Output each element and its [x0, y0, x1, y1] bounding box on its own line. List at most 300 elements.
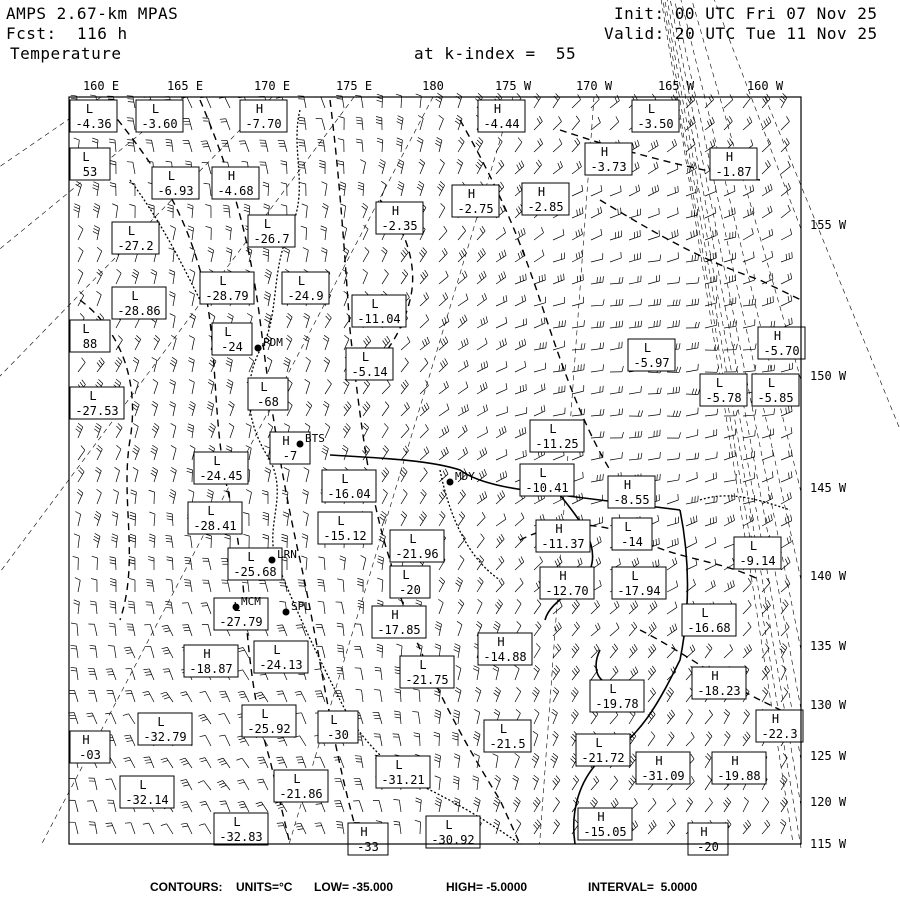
wind-barb — [743, 94, 750, 108]
wind-barb — [263, 182, 269, 196]
hl-type: H — [555, 522, 563, 536]
hl-type: H — [493, 102, 502, 116]
wind-barb — [97, 247, 102, 262]
wind-barb — [762, 450, 773, 460]
wind-barb — [515, 753, 520, 768]
wind-barb — [572, 320, 584, 328]
wind-barb — [496, 383, 507, 394]
wind-barb — [553, 385, 565, 394]
wind-barb — [239, 141, 249, 152]
wind-barb — [648, 320, 660, 328]
wind-barb — [169, 402, 175, 416]
wind-barb — [781, 600, 788, 614]
wind-barb — [105, 713, 116, 724]
hl-value: -14.88 — [483, 650, 527, 664]
wind-barb — [69, 822, 78, 834]
wind-barb — [401, 402, 410, 416]
hl-type: H — [773, 329, 782, 343]
wind-barb — [202, 624, 211, 636]
wind-barb — [316, 624, 325, 636]
wind-barb — [493, 754, 498, 768]
wind-barb — [133, 423, 138, 438]
station-dot — [283, 609, 290, 616]
wind-barb — [93, 226, 100, 240]
wind-barb — [71, 623, 78, 636]
wind-barb — [458, 490, 465, 504]
right-axis-label: 130 W — [810, 698, 847, 712]
wind-barb — [534, 363, 546, 372]
wind-barb — [219, 713, 230, 724]
wind-barb — [572, 776, 579, 790]
wind-barb — [363, 402, 370, 416]
wind-barb — [88, 668, 97, 680]
wind-barb — [781, 318, 792, 328]
wind-barb — [143, 691, 154, 702]
wind-barb — [572, 297, 584, 306]
wind-barb — [667, 602, 677, 614]
wind-barb — [375, 667, 382, 680]
hl-type: H — [255, 102, 264, 116]
wind-barb — [381, 247, 387, 262]
wind-barb — [667, 624, 677, 636]
wind-barb — [553, 797, 560, 812]
station-label: MDY — [455, 470, 475, 483]
wind-barb — [553, 116, 562, 130]
wind-barb — [302, 490, 308, 504]
wind-barb — [515, 138, 522, 152]
hl-type: H — [597, 810, 605, 824]
hl-value: -21.72 — [581, 751, 625, 765]
wind-barb — [705, 798, 713, 812]
wind-barb — [553, 139, 562, 152]
wind-barb — [648, 688, 656, 702]
hl-label — [590, 680, 644, 712]
wind-barb — [75, 511, 80, 526]
wind-barb — [360, 160, 365, 174]
wind-barb — [334, 779, 344, 790]
wind-barb — [188, 358, 194, 372]
wind-barb — [149, 534, 155, 548]
wind-barb — [781, 116, 789, 130]
hl-value: -21.75 — [405, 673, 449, 687]
wind-barb — [324, 357, 330, 372]
hl-type: L — [395, 758, 403, 772]
station-marker — [447, 470, 476, 486]
wind-barb — [220, 119, 230, 130]
wind-barb — [394, 821, 401, 834]
hl-type: L — [701, 606, 709, 620]
wind-barb — [572, 274, 583, 284]
wind-barb — [321, 248, 327, 262]
wind-barb — [743, 274, 754, 284]
hl-type: L — [261, 707, 269, 721]
wind-barb — [629, 299, 642, 306]
wind-barb — [477, 427, 488, 438]
wind-barb — [204, 183, 211, 196]
wind-barb — [667, 432, 681, 438]
wind-barb — [572, 161, 581, 174]
wind-barb — [439, 577, 445, 592]
wind-barb — [278, 140, 287, 152]
wind-barb — [572, 343, 585, 350]
wind-barb — [648, 622, 656, 636]
wind-barb — [781, 229, 792, 240]
hl-type: H — [203, 647, 211, 661]
wind-barb — [610, 116, 619, 130]
wind-barb — [434, 754, 440, 768]
wind-barb — [534, 250, 544, 262]
wind-barb — [591, 342, 604, 350]
wind-barb — [553, 687, 559, 702]
hl-value: -18.23 — [697, 684, 741, 698]
hl-type: L — [85, 102, 94, 116]
hl-type: L — [609, 682, 617, 696]
wind-barb — [97, 489, 102, 504]
wind-barb — [301, 226, 307, 240]
wind-barb — [648, 275, 660, 284]
wind-barb — [454, 754, 460, 768]
wind-barb — [458, 447, 468, 460]
wind-barb — [705, 580, 715, 592]
wind-barb — [474, 709, 479, 724]
hl-type: L — [167, 169, 176, 183]
wind-barb — [162, 647, 173, 658]
wind-barb — [130, 490, 136, 504]
wind-barb — [259, 140, 268, 152]
wind-barb — [354, 778, 363, 790]
wind-barb — [394, 689, 401, 702]
wind-barb — [591, 776, 599, 790]
wind-barb — [97, 358, 104, 372]
wind-barb — [71, 667, 78, 680]
wind-barb — [78, 446, 85, 460]
hl-value: -19.78 — [595, 697, 639, 711]
wind-barb — [415, 820, 421, 834]
wind-barb — [705, 207, 716, 218]
wind-barb — [477, 447, 487, 460]
wind-barb — [363, 380, 370, 394]
wind-barb — [356, 117, 363, 130]
hl-type: L — [157, 715, 165, 729]
wind-barb — [363, 225, 368, 240]
hl-label — [390, 530, 444, 562]
hl-label — [682, 604, 736, 636]
wind-barb — [458, 294, 468, 306]
wind-barb — [553, 93, 560, 108]
hl-value: -7 — [282, 449, 298, 463]
wind-barb — [515, 407, 527, 416]
wind-barb — [515, 228, 525, 240]
wind-barb — [281, 161, 287, 174]
hl-value: -27.2 — [117, 239, 154, 253]
wind-barb — [435, 798, 442, 812]
hl-value: -9.14 — [739, 554, 776, 568]
wind-barb — [458, 271, 467, 284]
wind-barb — [743, 600, 751, 614]
right-axis-label: 150 W — [810, 369, 847, 383]
wind-barb — [377, 644, 383, 658]
wind-barb — [226, 358, 233, 372]
top-axis-label: 175 E — [335, 79, 373, 93]
wind-barb — [306, 357, 311, 372]
wind-barb — [496, 406, 507, 416]
wind-barb — [572, 185, 583, 196]
wind-barb — [334, 801, 344, 812]
wind-barb — [356, 689, 363, 702]
wind-barb — [338, 139, 344, 152]
wind-barb — [110, 578, 116, 592]
right-axis-label: 155 W — [810, 218, 847, 232]
wind-barb — [88, 778, 97, 790]
wind-barb — [458, 382, 468, 394]
wind-barb — [496, 534, 504, 548]
wind-barb — [553, 408, 565, 416]
hl-label — [612, 567, 666, 599]
hl-type: H — [391, 204, 400, 218]
hl-type: L — [127, 224, 136, 238]
wind-barb — [743, 820, 751, 834]
wind-barb — [762, 296, 773, 306]
wind-barb — [452, 732, 458, 746]
wind-barb — [591, 623, 600, 636]
wind-barb — [169, 270, 175, 284]
wind-barb — [705, 429, 717, 438]
station-marker — [255, 336, 284, 352]
hl-type: L — [631, 569, 639, 583]
wind-barb — [648, 732, 655, 746]
station-label: BTS — [305, 432, 325, 445]
hl-value: -5.14 — [351, 365, 388, 379]
wind-barb — [262, 490, 268, 504]
wind-barb — [667, 320, 679, 328]
wind-barb — [667, 474, 679, 482]
wind-barb — [743, 622, 751, 636]
hl-label — [636, 752, 690, 784]
wind-barb — [96, 291, 101, 306]
wind-barb — [781, 273, 792, 284]
hl-value: -68 — [257, 395, 279, 409]
hl-type: L — [539, 466, 547, 480]
hl-label — [478, 100, 525, 132]
hl-label — [138, 713, 192, 745]
wind-barb — [553, 776, 560, 790]
wind-barb — [705, 117, 714, 130]
wind-barb — [338, 116, 344, 130]
wind-barb — [686, 364, 698, 372]
wind-barb — [218, 758, 230, 768]
wind-barb — [401, 337, 410, 350]
wind-barb — [705, 644, 712, 658]
wind-barb — [455, 687, 461, 702]
wind-barb — [610, 776, 618, 790]
wind-barb — [161, 692, 173, 702]
wind-barb — [298, 96, 306, 108]
wind-barb — [439, 159, 444, 174]
wind-barb — [667, 538, 678, 548]
hl-label — [318, 512, 372, 544]
wind-barb — [125, 691, 135, 702]
hl-label — [530, 420, 584, 452]
hl-label — [452, 185, 499, 217]
wind-barb — [553, 622, 561, 636]
wind-barb — [610, 321, 623, 328]
wind-barb — [144, 757, 154, 768]
hl-type: L — [361, 350, 370, 364]
wind-barb — [629, 209, 641, 218]
wind-barb — [781, 471, 792, 482]
wind-barb — [208, 423, 215, 438]
wind-barb — [187, 204, 193, 218]
wind-barb — [534, 405, 545, 416]
wind-barb — [667, 163, 678, 174]
hl-type: L — [371, 297, 379, 311]
hl-type: L — [643, 341, 652, 355]
wind-barb — [260, 162, 268, 174]
hl-label — [426, 816, 480, 848]
right-axis-label: 145 W — [810, 481, 847, 495]
wind-barb — [132, 445, 139, 460]
wind-barb — [225, 226, 231, 240]
wind-barb — [553, 819, 560, 834]
wind-barb — [667, 277, 680, 284]
wind-barb — [591, 299, 604, 306]
hl-label — [274, 770, 328, 802]
wind-barb — [534, 160, 542, 174]
hl-label — [318, 711, 358, 743]
parallel-line — [69, 0, 801, 492]
temperature-contour — [600, 200, 801, 300]
wind-barb — [667, 798, 676, 812]
wind-barb — [264, 313, 271, 328]
wind-barb — [419, 159, 425, 174]
wind-barb — [393, 799, 401, 812]
wind-barb — [92, 556, 98, 570]
hl-value: -31.09 — [641, 769, 685, 783]
wind-barb — [591, 94, 599, 108]
wind-barb — [373, 800, 382, 812]
hl-label — [346, 348, 393, 380]
wind-barb — [259, 580, 268, 592]
wind-barb — [686, 453, 699, 460]
wind-barb — [438, 599, 443, 614]
wind-barb — [223, 205, 230, 218]
wind-barb — [762, 798, 769, 812]
wind-barb — [243, 512, 249, 526]
hl-label — [352, 295, 406, 327]
wind-barb — [705, 537, 716, 548]
wind-barb — [396, 138, 402, 152]
wind-barb — [667, 517, 679, 526]
wind-barb — [169, 489, 176, 504]
wind-barb — [515, 384, 526, 394]
hl-type: L — [445, 818, 453, 832]
wind-barb — [477, 293, 487, 306]
wind-barb — [532, 753, 539, 768]
wind-barb — [495, 775, 501, 790]
wind-barb — [315, 801, 325, 812]
wind-barb — [257, 757, 268, 768]
wind-barb — [129, 556, 135, 570]
wind-barb — [724, 344, 737, 350]
wind-barb — [322, 445, 329, 460]
wind-barb — [743, 117, 752, 130]
wind-barb — [106, 779, 116, 790]
wind-barb — [629, 644, 637, 658]
wind-barb — [206, 534, 212, 548]
wind-barb — [439, 293, 448, 306]
wind-barb — [534, 93, 540, 108]
wind-barb — [629, 321, 642, 328]
wind-barb — [572, 409, 585, 416]
wind-barb — [323, 401, 329, 416]
hl-label — [70, 320, 110, 352]
wind-barb — [397, 159, 404, 174]
wind-barb — [70, 645, 78, 658]
hl-label — [712, 752, 766, 784]
wind-barb — [111, 534, 117, 548]
wind-barb — [133, 467, 138, 482]
station-dot — [297, 441, 304, 448]
wind-barb — [420, 468, 427, 482]
wind-barb — [477, 599, 482, 614]
wind-barb — [610, 432, 623, 438]
wind-barb — [667, 710, 675, 724]
wind-barb — [724, 514, 735, 526]
wind-barb — [513, 797, 520, 812]
wind-barb — [318, 557, 325, 570]
wind-barb — [572, 385, 584, 394]
hl-type: L — [263, 217, 272, 231]
wind-barb — [124, 757, 135, 768]
wind-barb — [246, 490, 251, 504]
wind-barb — [415, 798, 421, 812]
wind-barb — [572, 228, 583, 240]
wind-barb — [170, 380, 176, 394]
wind-barb — [420, 489, 426, 504]
wind-barb — [302, 534, 308, 548]
wind-barb — [534, 709, 539, 724]
wind-barb — [187, 468, 193, 482]
hl-type: L — [341, 472, 349, 486]
wind-barb — [151, 467, 158, 482]
wind-barb — [743, 644, 752, 658]
wind-barb — [515, 557, 524, 570]
wind-barb — [116, 269, 121, 284]
top-axis-label: 180 — [422, 79, 444, 93]
wind-barb — [317, 579, 325, 592]
wind-barb — [187, 424, 193, 438]
wind-barb — [420, 447, 429, 460]
wind-barb — [705, 732, 712, 746]
wind-barb — [343, 423, 350, 438]
wind-barb — [163, 669, 173, 680]
wind-barb — [198, 714, 211, 724]
wind-barb — [125, 669, 135, 680]
wind-barb — [458, 404, 468, 416]
hl-type: H — [467, 187, 476, 201]
wind-barb — [458, 137, 464, 152]
wind-barb — [667, 581, 678, 592]
wind-barb — [133, 357, 139, 372]
wind-barb — [323, 335, 329, 350]
wind-barb — [135, 335, 141, 350]
wind-barb — [283, 357, 290, 372]
wind-barb — [458, 338, 468, 350]
wind-barb — [648, 430, 660, 438]
wind-barb — [401, 489, 407, 504]
hl-value: -28.41 — [193, 519, 237, 533]
wind-barb — [686, 322, 699, 328]
